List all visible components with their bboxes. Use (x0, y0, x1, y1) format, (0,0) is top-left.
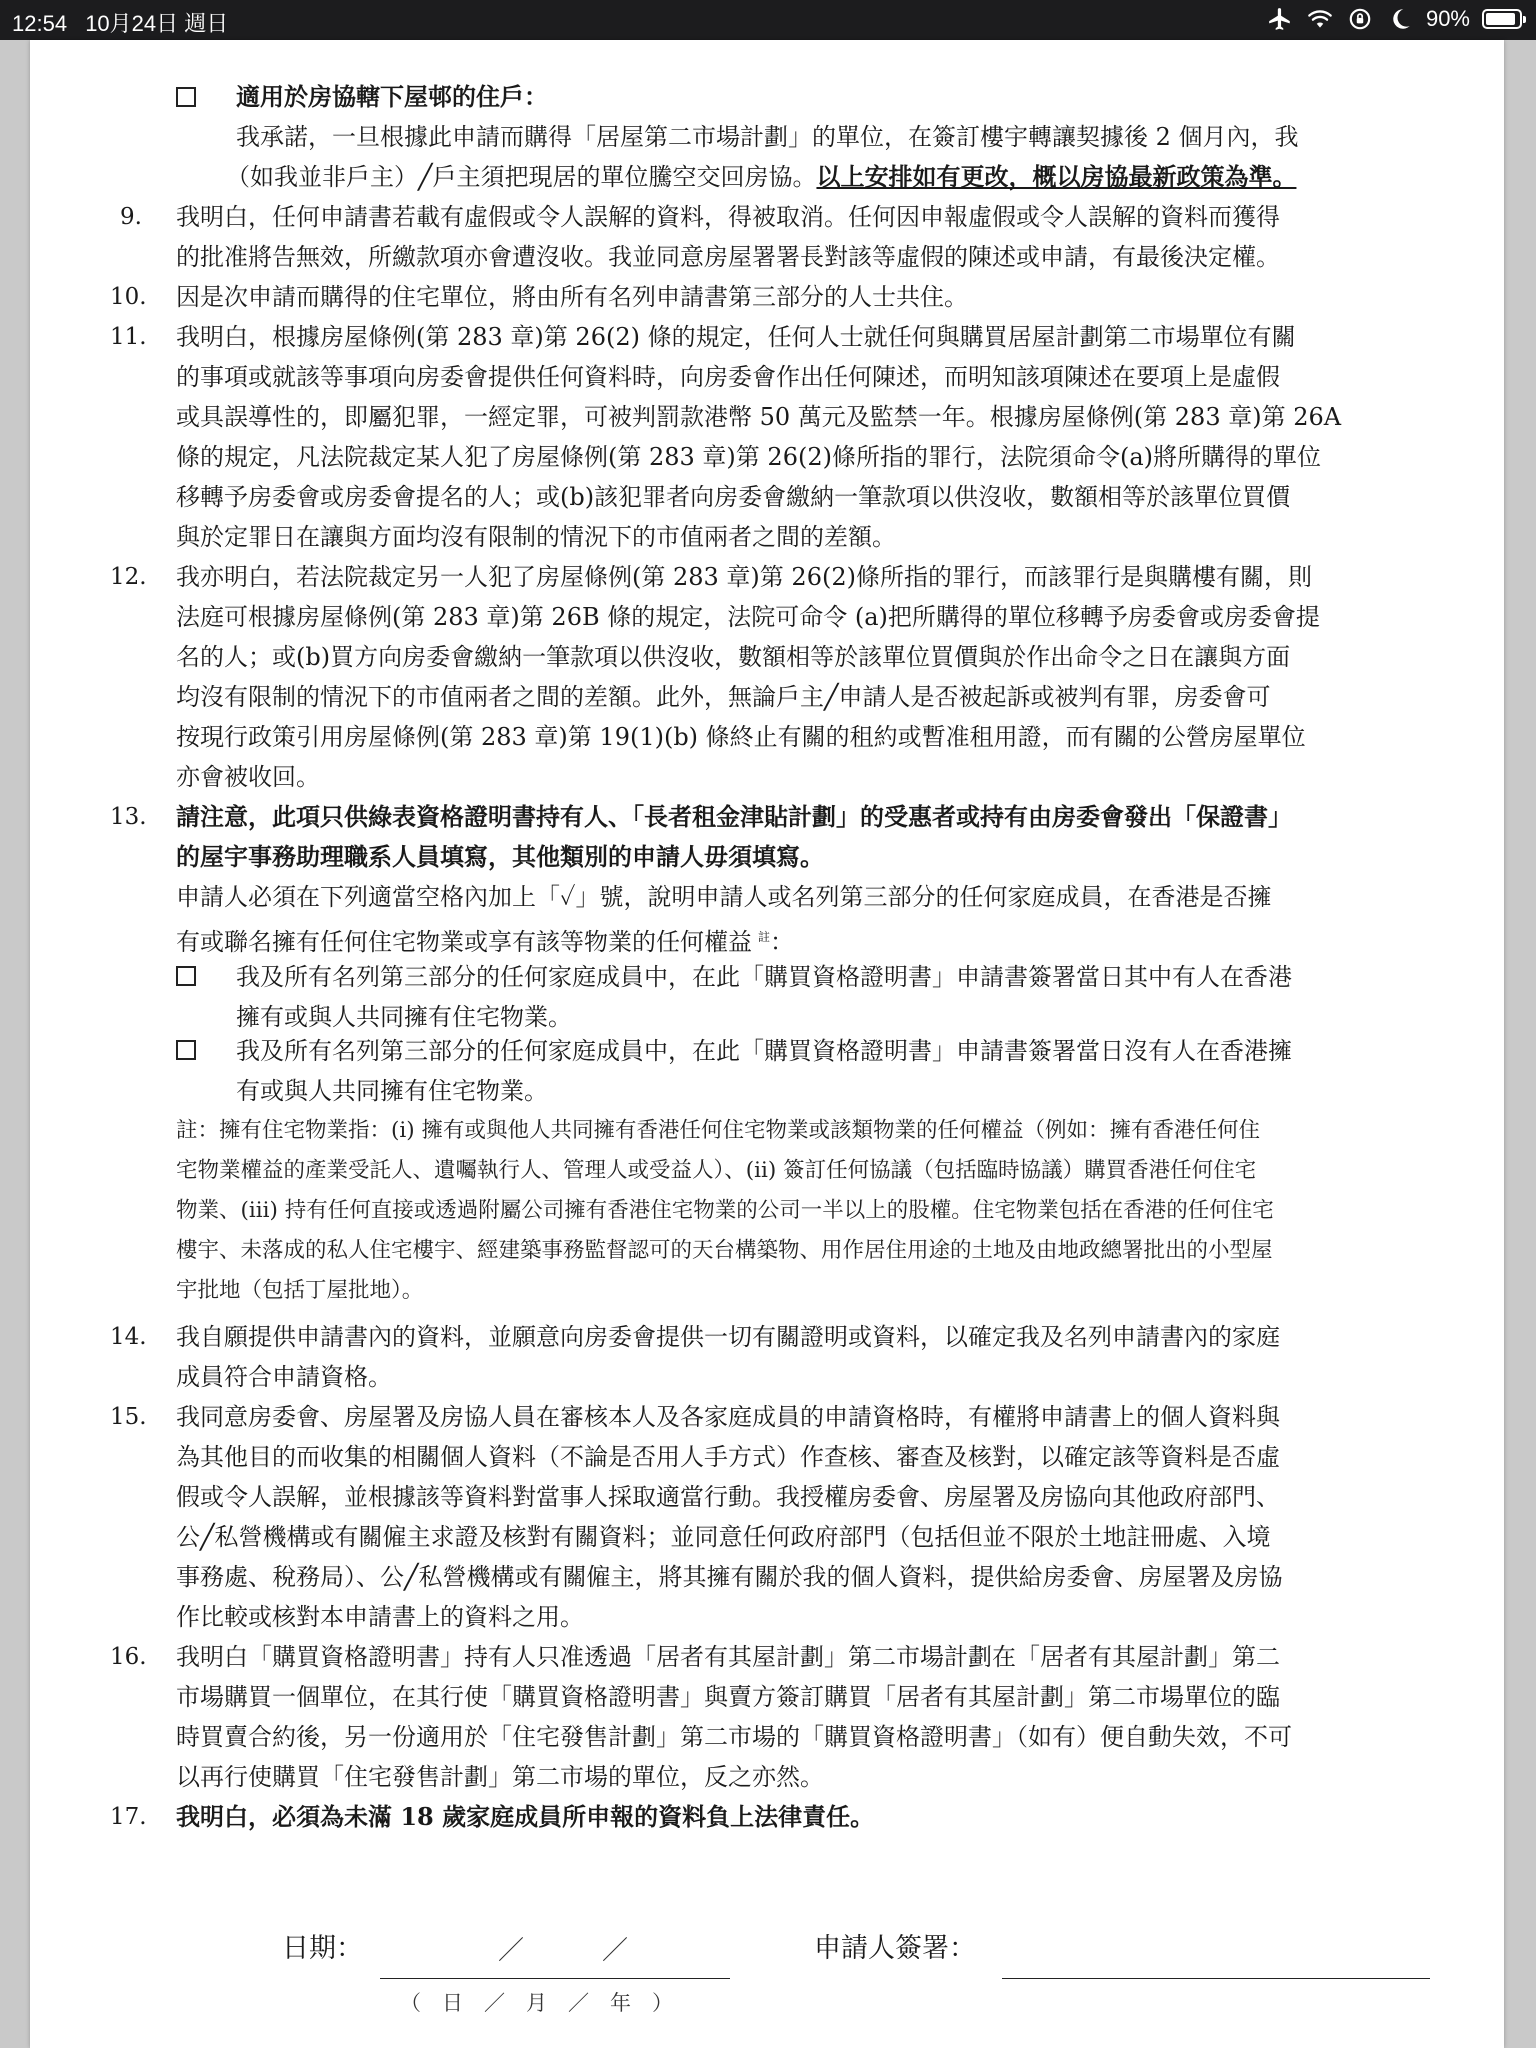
item-text: 我亦明白，若法院裁定另一人犯了房屋條例(第 283 章)第 26(2)條所指的罪行，而該罪行是與購樓有關，則 (176, 563, 1312, 591)
date-format-hint: （ 日 ／ 月 ／ 年 ） (400, 1991, 673, 2015)
item-number: 15. (110, 1404, 147, 1430)
checkbox-housing-society[interactable] (176, 87, 196, 107)
footnote-text: 樓宇、未落成的私人住宅樓宇、經建築事務監督認可的天台構築物、用作居住用途的土地及由地政總署批出的小型屋 (176, 1238, 1273, 1263)
option-text: 擁有或與人共同擁有住宅物業。 (236, 1003, 572, 1031)
document-page (30, 40, 1504, 2048)
rotation-lock-icon (1346, 6, 1374, 32)
item-text: 的批准將告無效，所繳款項亦會遭沒收。我並同意房屋署署長對該等虛假的陳述或申請，有最後決定權。 (176, 243, 1280, 271)
item-number: 9. (120, 204, 142, 230)
option-text: 我及所有名列第三部分的任何家庭成員中，在此「購買資格證明書」申請書簽署當日其中有人在香港 (236, 963, 1292, 991)
date-label: 日期： (282, 1933, 363, 1964)
checkbox-owns-property[interactable] (176, 966, 196, 986)
item-text: 移轉予房委會或房委會提名的人；或(b)該犯罪者向房委會繳納一筆款項以供沒收，數額相等於該單位買價 (176, 483, 1291, 511)
moon-icon (1386, 6, 1414, 32)
signature-label: 申請人簽署： (814, 1933, 976, 1964)
battery-icon (1482, 9, 1522, 29)
airplane-icon (1266, 6, 1294, 32)
item-text-part: 有或聯名擁有任何住宅物業或享有該等物業的任何權益 (176, 928, 752, 956)
item-text: 的事項或就該等事項向房委會提供任何資料時，向房委會作出任何陳述，而明知該項陳述在要項上是虛假 (176, 363, 1280, 391)
item-text: 按現行政策引用房屋條例(第 283 章)第 19(1)(b) 條終止有關的租約或暫准租用證，而有關的公營房屋單位 (176, 723, 1306, 751)
item-text: 公╱私營機構或有關僱主求證及核對有關資料；並同意任何政府部門（包括但並不限於土地註冊處、入境 (176, 1523, 1271, 1551)
item-number: 10. (110, 284, 147, 310)
option-text: 有或與人共同擁有住宅物業。 (236, 1077, 548, 1105)
item-text: 名的人；或(b)買方向房委會繳納一筆款項以供沒收，數額相等於該單位買價與於作出命令之日在讓與方面 (176, 643, 1291, 671)
footnote-text: 宇批地（包括丁屋批地）。 (176, 1278, 424, 1303)
item-text: 我同意房委會、房屋署及房協人員在審核本人及各家庭成員的申請資格時，有權將申請書上的個人資料與 (176, 1403, 1280, 1431)
item-number: 16. (110, 1644, 147, 1670)
item-text (176, 918, 794, 961)
item-number: 11. (110, 324, 147, 350)
footnote-text: 物業、(iii) 持有任何直接或透過附屬公司擁有香港住宅物業的公司一半以上的股權。住宅物業包括在香港的任何住宅 (176, 1198, 1274, 1223)
checkbox-no-property[interactable] (176, 1040, 196, 1060)
item-text: 或具誤導性的，即屬犯罪，一經定罪，可被判罰款港幣 50 萬元及監禁一年。根據房屋條例(第 283 章)第 26A (176, 403, 1342, 431)
item-text: 成員符合申請資格。 (176, 1363, 392, 1391)
footnote-text: 註：擁有住宅物業指：(i) 擁有或與他人共同擁有香港任何住宅物業或該類物業的任何權益（例如：擁有香港任何住 (176, 1118, 1260, 1143)
item-text: 法庭可根據房屋條例(第 283 章)第 26B 條的規定，法院可命令 (a)把所購得的單位移轉予房委會或房委會提 (176, 603, 1320, 631)
item-text: 因是次申請而購得的住宅單位，將由所有名列申請書第三部分的人士共住。 (176, 283, 968, 311)
item-number: 14. (110, 1324, 147, 1350)
item-number: 12. (110, 564, 147, 590)
note-mark: 註 (758, 930, 771, 944)
item-number: 17. (110, 1804, 147, 1830)
item-text-emphasis: 請注意，此項只供綠表資格證明書持有人、「長者租金津貼計劃」的受惠者或持有由房委會發出「保證書」 (176, 802, 1292, 831)
item-text: 時買賣合約後，另一份適用於「住宅發售計劃」第二市場的「購買資格證明書」（如有）便自動失效，不可 (176, 1723, 1292, 1751)
status-bar (0, 0, 1536, 40)
item-text: 我明白「購買資格證明書」持有人只准透過「居者有其屋計劃」第二市場計劃在「居者有其屋計劃」第二 (176, 1643, 1280, 1671)
item-text: 均沒有限制的情況下的市值兩者之間的差額。此外，無論戶主╱申請人是否被起訴或被判有罪，房委會可 (176, 683, 1271, 711)
item-text: 為其他目的而收集的相關個人資料（不論是否用人手方式）作查核、審查及核對，以確定該等資料是否虛 (176, 1443, 1280, 1471)
item-text-emphasis: 的屋宇事務助理職系人員填寫，其他類別的申請人毋須填寫。 (176, 842, 824, 871)
status-date: 10月24日 週日 (85, 11, 229, 36)
section-text: 我承諾，一旦根據此申請而購得「居屋第二市場計劃」的單位，在簽訂樓宇轉讓契據後 2 個月內，我 (236, 123, 1299, 151)
item-number: 13. (110, 804, 147, 830)
item-text: 假或令人誤解，並根據該等資料對當事人採取適當行動。我授權房委會、房屋署及房協向其他政府部門、 (176, 1483, 1280, 1511)
item-text-emphasis: 我明白，必須為未滿 18 歲家庭成員所申報的資料負上法律責任。 (176, 1802, 875, 1831)
item-text: 申請人必須在下列適當空格內加上「✓」號，說明申請人或名列第三部分的任何家庭成員，在香港是否擁 (176, 883, 1272, 911)
battery-percent: 90% (1425, 6, 1470, 31)
item-text: 市場購買一個單位，在其行使「購買資格證明書」與賣方簽訂購買「居者有其屋計劃」第二市場單位的臨 (176, 1683, 1280, 1711)
item-text: 作比較或核對本申請書上的資料之用。 (176, 1603, 584, 1631)
signature-field[interactable] (1002, 1978, 1430, 1979)
item-text: 與於定罪日在讓與方面均沒有限制的情況下的市值兩者之間的差額。 (176, 523, 896, 551)
wifi-icon (1306, 6, 1334, 32)
section-title: 適用於房協轄下屋邨的住戶： (236, 82, 548, 111)
item-text: 以再行使購買「住宅發售計劃」第二市場的單位，反之亦然。 (176, 1763, 824, 1791)
item-text: 條的規定，凡法院裁定某人犯了房屋條例(第 283 章)第 26(2)條所指的罪行，法院須命令(a)將所購得的單位 (176, 443, 1321, 471)
policy-notice: 以上安排如有更改，概以房協最新政策為準。 (816, 162, 1297, 191)
status-time: 12:54 (12, 11, 68, 36)
item-text: 我明白，任何申請書若載有虛假或令人誤解的資料，得被取消。任何因申報虛假或令人誤解的資料而獲得 (176, 203, 1280, 231)
section-text-plain: （如我並非戶主）╱戶主須把現居的單位騰空交回房協。 (226, 163, 817, 191)
footnote-text: 宅物業權益的產業受託人、遺囑執行人、管理人或受益人）、(ii) 簽訂任何協議（包括臨時協議）購買香港任何住宅 (176, 1158, 1257, 1183)
battery-fill (1486, 13, 1515, 25)
option-text: 我及所有名列第三部分的任何家庭成員中，在此「購買資格證明書」申請書簽署當日沒有人在香港擁 (236, 1037, 1292, 1065)
date-slashes: ／ ／ (498, 1936, 629, 1966)
item-text: 我自願提供申請書內的資料，並願意向房委會提供一切有關證明或資料，以確定我及名列申請書內的家庭 (176, 1323, 1280, 1351)
item-text: 事務處、稅務局）、公╱私營機構或有關僱主，將其擁有關於我的個人資料，提供給房委會、房屋署及房協 (176, 1563, 1283, 1591)
item-text: 亦會被收回。 (176, 763, 320, 791)
colon: ： (770, 928, 795, 956)
date-field[interactable] (380, 1978, 730, 1979)
section-text (226, 158, 1296, 196)
item-text: 我明白，根據房屋條例(第 283 章)第 26(2) 條的規定，任何人士就任何與購買居屋計劃第二市場單位有關 (176, 323, 1296, 351)
